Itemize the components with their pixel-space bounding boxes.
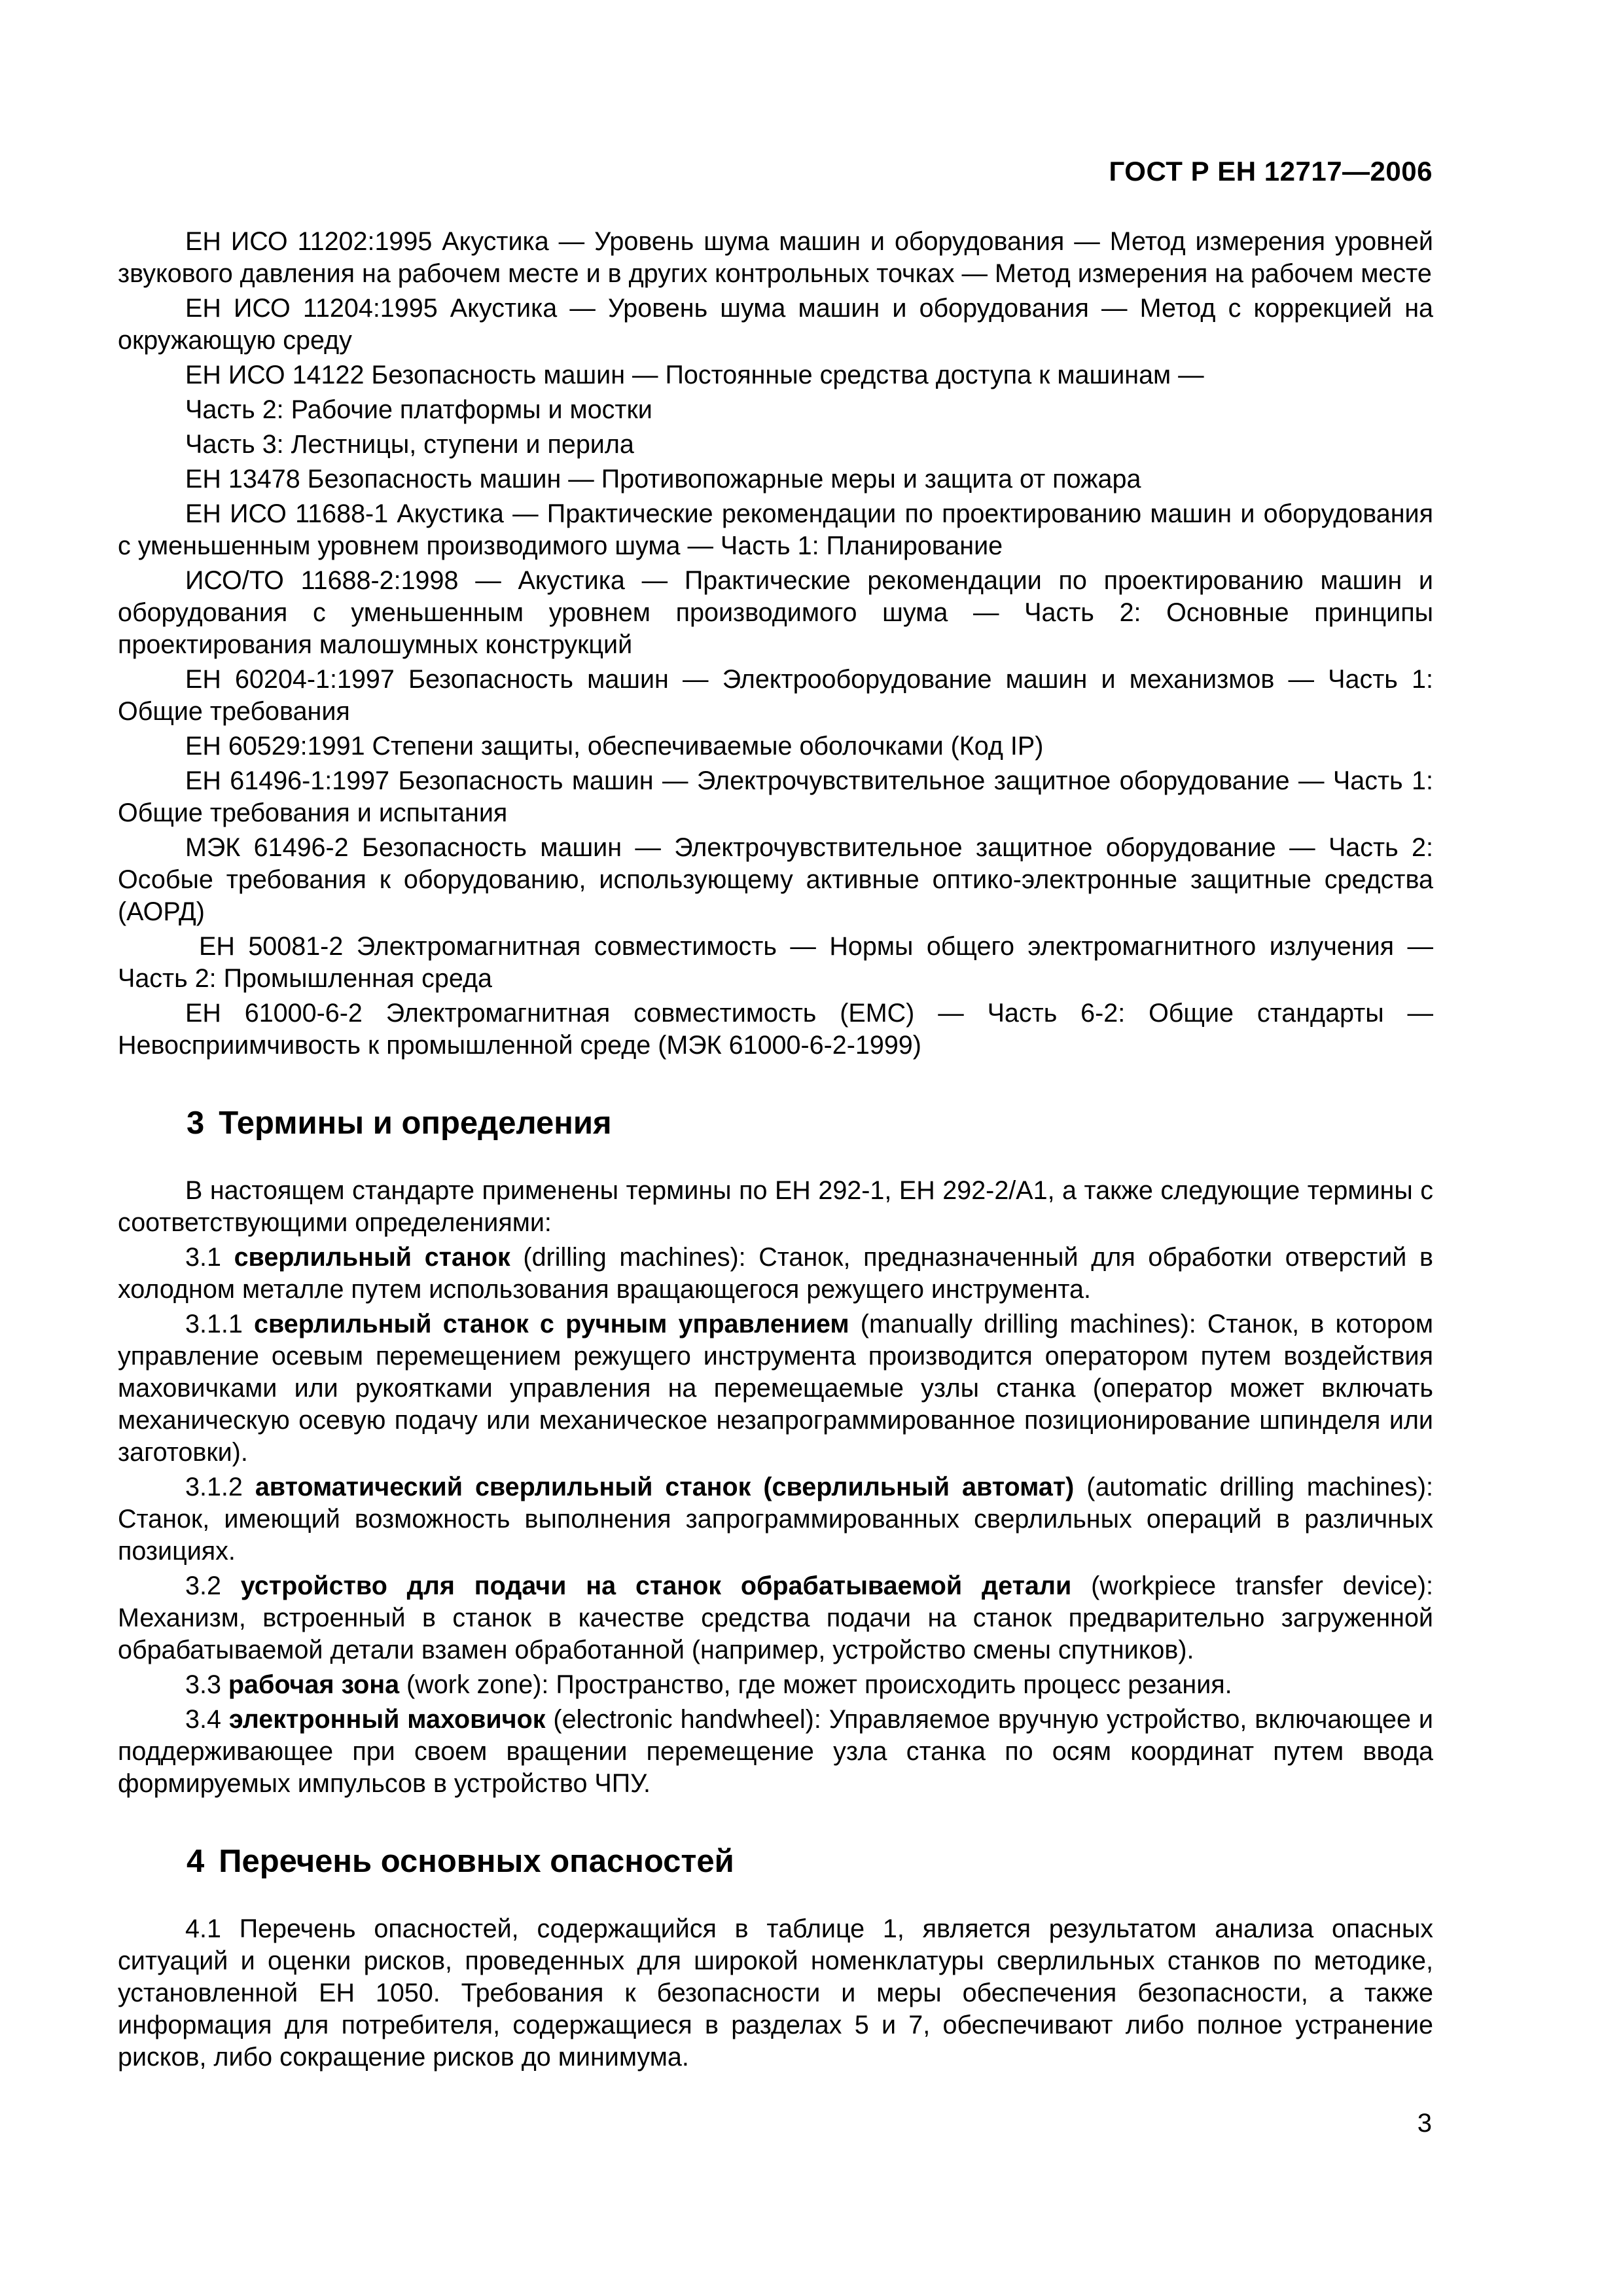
reference-list: [118, 226, 1433, 1062]
section-title: Термины и определения: [219, 1105, 612, 1141]
term-definition: [118, 1471, 1433, 1568]
reference-item: Часть 2: Рабочие платформы и мостки: [185, 395, 652, 424]
term-number: 3.1.2: [185, 1473, 243, 1501]
reference-item: ЕН ИСО 11688-1 Акустика — Практические рекомендации по проектированию машин и оборудования с уменьшенным уровнем производимого шума — Часть 1: Планирование: [118, 499, 1433, 560]
term-name: рабочая зона: [228, 1670, 400, 1699]
document-header: ГОСТ Р ЕН 12717—2006: [1109, 156, 1433, 187]
term-number: 3.3: [185, 1670, 221, 1699]
reference-item: МЭК 61496-2 Безопасность машин — Электрочувствительное защитное оборудование — Часть 2: Особые требования к оборудованию, использующему активные оптико-электронные защитные средства (АОРД): [118, 833, 1433, 926]
section-4-heading: [118, 1846, 1433, 1878]
reference-item: Часть 3: Лестницы, ступени и перила: [185, 430, 634, 459]
reference-item: ИСО/ТО 11688-2:1998 — Акустика — Практические рекомендации по проектированию машин и оборудования с уменьшенным уровнем производимого шума — Часть 2: Основные принципы проектирования малошумных конструкций: [118, 566, 1433, 659]
reference-item: ЕН ИСО 14122 Безопасность машин — Постоянные средства доступа к машинам —: [185, 361, 1204, 389]
term-definition: [118, 1570, 1433, 1666]
term-name: электронный маховичок: [228, 1705, 546, 1734]
term-number: 3.2: [185, 1571, 221, 1600]
reference-item: ЕН ИСО 11202:1995 Акустика — Уровень шума машин и оборудования — Метод измерения уровней звукового давления на рабочем месте и в других контрольных точках — Метод измерения на рабочем месте: [118, 227, 1433, 288]
term-def: (electronic handwheel): Управляемое вручную устройство, включающее и поддерживающее при своем вращении перемещение узла станка по осям координат путем ввода формируемых импульсов в устройство ЧПУ.: [118, 1705, 1433, 1798]
reference-item: ЕН 60204-1:1997 Безопасность машин — Электрооборудование машин и механизмов — Часть 1: Общие требования: [118, 665, 1433, 726]
term-name: сверлильный станок с ручным управлением: [254, 1310, 849, 1338]
term-number: 3.1: [185, 1243, 221, 1272]
term-definition: [118, 1308, 1433, 1469]
reference-item: ЕН 50081-2 Электромагнитная совместимость — Нормы общего электромагнитного излучения — Часть 2: Промышленная среда: [118, 932, 1433, 993]
section-4-paragraph: 4.1 Перечень опасностей, содержащийся в таблице 1, является результатом анализа опасных ситуаций и оценки рисков, проведенных для широкой номенклатуры сверлильных станков по методике, установленной ЕН 1050. Требования к безопасности и меры обеспечения безопасности, а также информация для потребителя, содержащиеся в разделах 5 и 7, обеспечивают либо полное устранение рисков, либо сокращение рисков до минимума.: [118, 1914, 1433, 2072]
term-name: устройство для подачи на станок обрабатываемой детали: [240, 1571, 1072, 1600]
term-def: (manually drilling machines): Станок, в котором управление осевым перемещением режущего инструмента производится оператором путем воздействия маховичками или рукоятками управления на перемещаемые узлы станка (оператор может включать механическую осевую подачу или механическое незапрограммированное позиционирование шпинделя или заготовки).: [118, 1310, 1433, 1467]
term-definition: [118, 1704, 1433, 1800]
term-def: (drilling machines): Станок, предназначенный для обработки отверстий в холодном металле путем использования вращающегося режущего инструмента.: [118, 1243, 1434, 1304]
reference-item: ЕН ИСО 11204:1995 Акустика — Уровень шума машин и оборудования — Метод с коррекцией на окружающую среду: [118, 294, 1433, 355]
reference-item: ЕН 61000-6-2 Электромагнитная совместимость (EMC) — Часть 6-2: Общие стандарты — Невосприимчивость к промышленной среде (МЭК 61000-6-2-1999): [118, 999, 1433, 1060]
term-def: (work zone): Пространство, где может происходить процесс резания.: [399, 1670, 1232, 1699]
page-content: [118, 226, 1433, 2076]
term-number: 3.4: [185, 1705, 221, 1734]
section-3-heading: [118, 1107, 1433, 1139]
term-def: (workpiece transfer device): Механизм, встроенный в станок в качестве средства подачи на станок предварительно загруженной обрабатываемой детали взамен обработанной (например, устройство смены спутников).: [118, 1571, 1433, 1664]
page-number: 3: [1417, 2109, 1432, 2138]
term-name: автоматический сверлильный станок (сверлильный автомат): [255, 1473, 1075, 1501]
term-definition: [118, 1669, 1433, 1701]
section-title: Перечень основных опасностей: [219, 1844, 734, 1879]
reference-item: ЕН 61496-1:1997 Безопасность машин — Электрочувствительное защитное оборудование — Часть 1: Общие требования и испытания: [118, 766, 1433, 827]
section-3-intro: В настоящем стандарте применены термины по ЕН 292-1, ЕН 292-2/А1, а также следующие термины с соответствующими определениями:: [118, 1176, 1433, 1237]
reference-item: ЕН 60529:1991 Степени защиты, обеспечиваемые оболочками (Код IP): [185, 732, 1044, 761]
section-number: 4: [187, 1844, 205, 1879]
term-number: 3.1.1: [185, 1310, 243, 1338]
section-number: 3: [187, 1105, 205, 1141]
reference-item: ЕН 13478 Безопасность машин — Противопожарные меры и защита от пожара: [185, 465, 1141, 493]
term-name: сверлильный станок: [234, 1243, 510, 1272]
term-definition: [118, 1242, 1433, 1306]
term-def: (automatic drilling machines): Станок, имеющий возможность выполнения запрограммированных сверлильных операций в различных позициях.: [118, 1473, 1433, 1566]
